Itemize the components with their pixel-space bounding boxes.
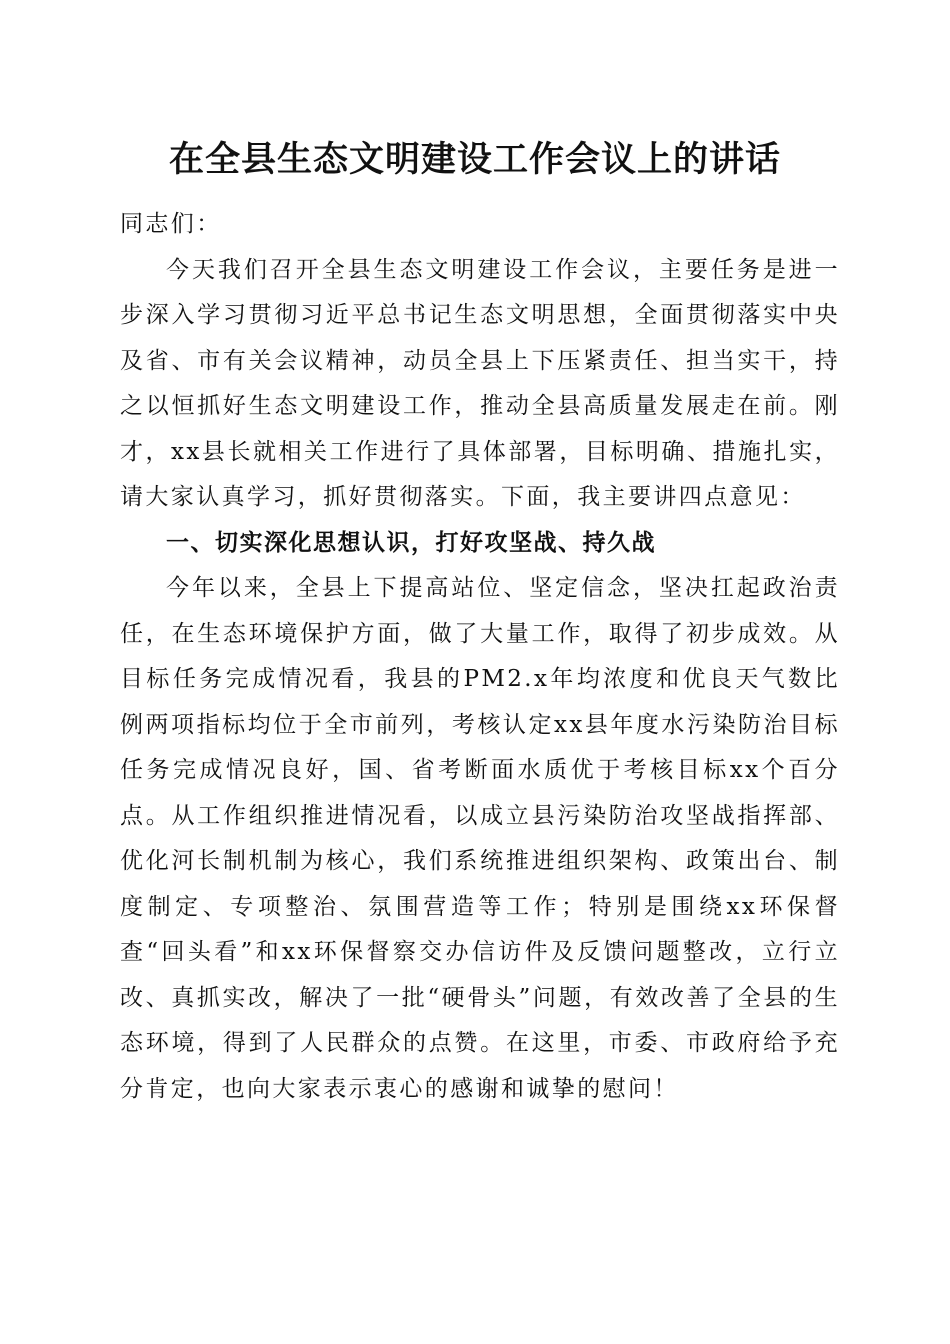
document-body [120, 202, 840, 1112]
section-heading: 一、切实深化思想认识，打好攻坚战、持久战 [166, 529, 656, 556]
section-paragraph: 今年以来，全县上下提高站位、坚定信念，坚决扛起政治责任，在生态环境保护方面，做了大量工作，取得了初步成效。从目标任务完成情况看，我县的PM2.x年均浓度和优良天气数比例两项指标均位于全市前列，考核认定xx县年度水污染防治目标任务完成情况良好，国、省考断面水质优于考核目标xx个百分点。从工作组织推进情况看，以成立县污染防治攻坚战指挥部、优化河长制机制为核心，我们系统推进组织架构、政策出台、制度制定、专项整治、氛围营造等工作；特别是围绕xx环保督查“回头看”和xx环保督察交办信访件及反馈问题整改，立行立改、真抓实改，解决了一批“硬骨头”问题，有效改善了全县的生态环境，得到了人民群众的点赞。在这里，市委、市政府给予充分肯定，也向大家表示衷心的感谢和诚挚的慰问！ [120, 575, 840, 1102]
greeting: 同志们： [120, 211, 222, 237]
document-title: 在全县生态文明建设工作会议上的讲话 [168, 139, 781, 180]
intro-paragraph: 今天我们召开全县生态文明建设工作会议，主要任务是进一步深入学习贯彻习近平总书记生态文明思想，全面贯彻落实中央及省、市有关会议精神，动员全县上下压紧责任、担当实干，持之以恒抓好生态文明建设工作，推动全县高质量发展走在前。刚才，xx县长就相关工作进行了具体部署，目标明确、措施扎实，请大家认真学习，抓好贯彻落实。下面，我主要讲四点意见： [120, 256, 840, 510]
